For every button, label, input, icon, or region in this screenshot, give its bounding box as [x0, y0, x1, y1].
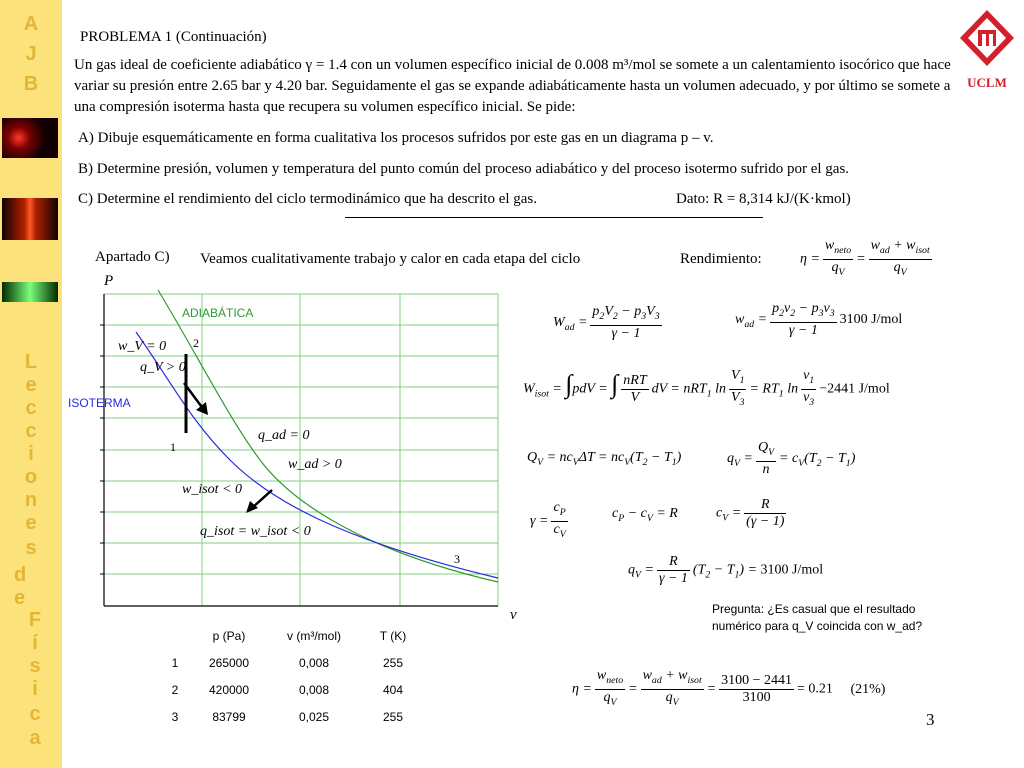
state-table — [158, 622, 424, 730]
eq-wisot: $W_{isot} = \int pdV$ = ∫ $\frac{\text{nRT}}{V}$ dV = nRT$_1$ ln $\frac{V_1}{V_3}$ = $RT_1$ ln $\frac{v_1}{v_3}$ −2441 J/mol — [523, 368, 890, 408]
sidebar-letter: J — [25, 43, 37, 65]
table-cell: 3 — [171, 709, 179, 724]
apartado-label: Apartado C) — [95, 249, 170, 265]
question-c: C) Determine el rendimiento del ciclo termodinámico que ha descrito el gas. — [78, 191, 538, 207]
problem-statement: Un gas ideal de coeficiente adiabático γ = 1.4 con un volumen específico inicial de 0.008 m³/mol se somete a un calentamiento isocórico que hace variar su presión entre 2.65 bar y 4.20 bar. Seguidamente el gas se expande adiabáticamente hasta un volumen adecuado, y por último se somete a una compresión isoterma hasta que recupera su volumen específico inicial. Se pide: — [74, 57, 951, 115]
eq-wad-general: $W_{ad}$ = $\frac{p_2V_2 - p_3V_3}{\gamma - 1}$ — [553, 304, 660, 341]
adiabatic-label: ADIABÁTICA — [182, 306, 254, 320]
table-header: T (K) — [379, 628, 407, 643]
sidebar-photo-1 — [2, 118, 58, 158]
sidebar — [0, 0, 62, 768]
question-b: B) Determine presión, volumen y temperatura del punto común del proceso adiabático y del proceso isotermo sufrido por el gas. — [78, 161, 850, 177]
eq-gamma: γ = $\frac{c_P}{c_V}$ — [530, 500, 566, 540]
table-header-row — [158, 622, 424, 649]
wisot-label: w_isot < 0 — [182, 482, 243, 497]
sidebar-photo-3 — [2, 282, 58, 302]
x-axis-label: v — [510, 607, 517, 623]
dato: Dato: R = 8,314 kJ/(K·kmol) — [676, 191, 851, 207]
eta-num: 3100 − 2441 — [721, 672, 793, 688]
table-row — [158, 676, 424, 703]
pv-diagram — [60, 270, 530, 625]
logo-label: UCLM — [967, 75, 1007, 90]
rendimiento-label: Rendimiento: — [680, 251, 762, 267]
sidebar-letter: L — [24, 351, 38, 373]
sidebar-letter: o — [24, 466, 38, 488]
eq-qv-numeric: $q_V$ = $\frac{R}{\gamma - 1}$ $(T_2 - T_1) = 3100$ J/mol — [628, 554, 824, 586]
sidebar-letter: e — [14, 587, 26, 609]
point-2-label: 2 — [193, 336, 199, 350]
sidebar-letter: c — [25, 397, 37, 419]
sidebar-letter: n — [24, 489, 38, 511]
wv-label: w_V = 0 — [118, 339, 167, 354]
table-cell: 255 — [382, 709, 404, 724]
eq-wad-numeric: $w_{ad}$ = $\frac{p_2v_2 - p_3v_3}{\gamma - 1}$ 3100 J/mol — [735, 301, 903, 338]
eta-den: 3100 — [742, 689, 771, 705]
table-cell: 420000 — [208, 682, 250, 697]
eq-eta-numeric: η = $\frac{w_{neto}}{q_V}$ = $\frac{w_{ad} + w_{isot}}{q_V}$ = $\frac{3100 - 2441}{3100}$ = 0.21 (21%) — [572, 668, 886, 708]
page-number: 3 — [926, 710, 935, 729]
table-cell: 265000 — [208, 655, 250, 670]
table-header — [158, 622, 192, 649]
sidebar-letter: s — [25, 537, 37, 559]
table-cell: 1 — [171, 655, 179, 670]
sidebar-letter: c — [29, 703, 41, 725]
table-cell: 0,008 — [298, 655, 330, 670]
y-axis-label: P — [104, 273, 114, 289]
table-cell: 404 — [382, 682, 404, 697]
eta-percent: (21%) — [850, 681, 886, 697]
question-a: A) Dibuje esquemáticamente en forma cualitativa los procesos sufridos por este gas en un diagrama p – v. — [78, 130, 714, 146]
eq-mayer: $c_P - c_V = R$ — [612, 506, 678, 524]
sidebar-letter: s — [29, 655, 41, 677]
table-cell: 83799 — [212, 709, 246, 724]
point-3-label: 3 — [454, 552, 460, 566]
wisot-result: −2441 J/mol — [819, 381, 890, 397]
sidebar-letter: F — [28, 609, 42, 631]
sidebar-letter: i — [32, 678, 38, 700]
table-cell: 0,025 — [298, 709, 330, 724]
pregunta: Pregunta: ¿Es casual que el resultado numérico para q_V coincida con w_ad? — [712, 602, 923, 633]
table-header: p (Pa) — [212, 628, 246, 643]
sidebar-letter: B — [23, 73, 39, 95]
eq-qv-general: $Q_V = nc_V\Delta T = nc_V(T_2 - T_1)$ — [527, 450, 682, 468]
eq-eta-definition: η = $\frac{w_{neto}}{q_V}$ = $\frac{w_{ad} + w_{isot}}{q_V}$ — [800, 238, 930, 278]
wad-label: w_ad > 0 — [288, 457, 342, 472]
wad-result: 3100 J/mol — [839, 312, 903, 328]
qv-label: q_V > 0 — [140, 360, 186, 375]
table-cell: 0,008 — [298, 682, 330, 697]
qv-result: 3100 J/mol — [760, 562, 824, 578]
sidebar-letter: d — [14, 564, 27, 586]
table-cell: 2 — [171, 682, 179, 697]
sidebar-letter: c — [25, 420, 37, 442]
sidebar-letter: a — [29, 727, 41, 749]
sidebar-letter: í — [32, 632, 38, 654]
table-cell: 255 — [382, 655, 404, 670]
point-1-label: 1 — [170, 440, 176, 454]
sidebar-letter: i — [28, 443, 34, 465]
sidebar-photo-2 — [2, 198, 58, 240]
sidebar-letter: A — [23, 13, 39, 35]
divider — [345, 217, 763, 218]
problem-title: PROBLEMA 1 (Continuación) — [80, 29, 267, 45]
isotherm-curve — [136, 332, 498, 578]
sidebar-letter: e — [25, 512, 37, 534]
sidebar-letter: e — [25, 374, 37, 396]
table-header: v (m³/mol) — [287, 628, 341, 643]
eq-qv-specific: $q_V$ = $\frac{Q_V}{n}$ = $c_V(T_2 - T_1)$ — [727, 440, 856, 477]
qisot-label: q_isot = w_isot < 0 — [200, 524, 311, 539]
table-row — [158, 649, 424, 676]
section-intro: Veamos cualitativamente trabajo y calor en cada etapa del ciclo — [200, 251, 581, 267]
eta-result: = 0.21 — [797, 681, 833, 697]
isotherm-label: ISOTERMA — [68, 396, 131, 410]
table-row — [158, 703, 424, 730]
arrow-isotherm — [252, 490, 272, 508]
qad-label: q_ad = 0 — [258, 428, 310, 443]
eq-cv: $c_V$ = $\frac{R}{(\gamma - 1)}$ — [716, 497, 785, 529]
